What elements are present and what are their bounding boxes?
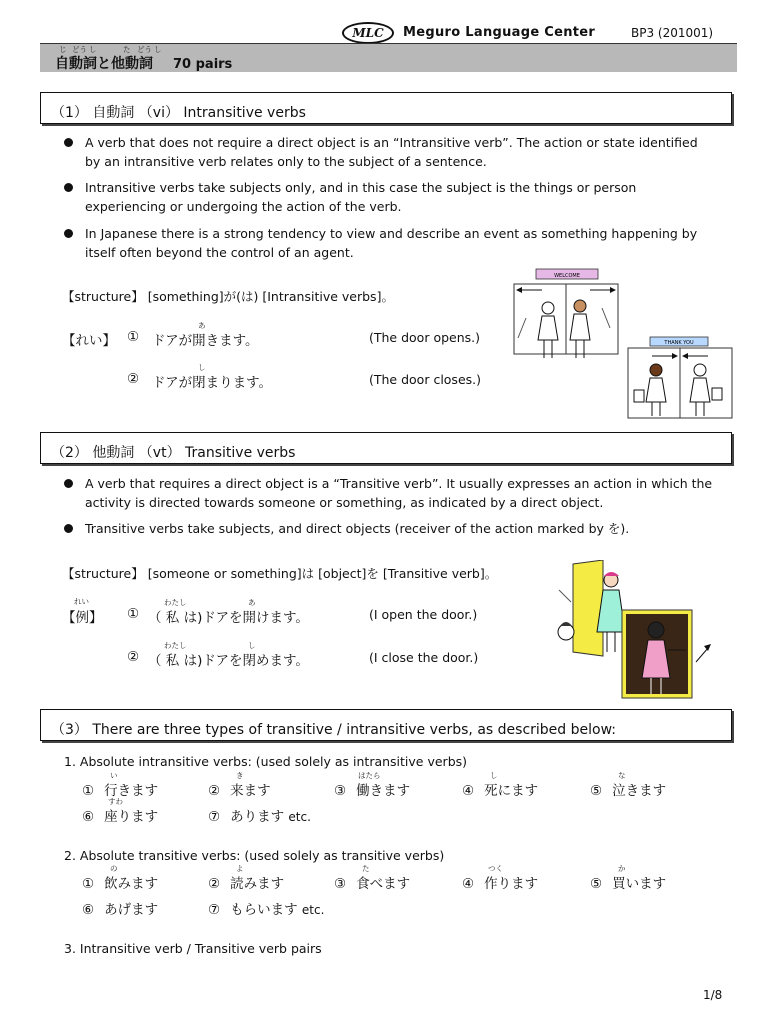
verb-item: ⑤ か 買います — [590, 864, 667, 892]
title-ruby: し — [89, 45, 97, 54]
verb-item: ⑤ な 泣きます — [590, 771, 667, 799]
structure-line: 【structure】 [someone or something]は [object]を [Transitive verb]。 — [62, 566, 498, 581]
example-ruby: わたし — [164, 641, 187, 650]
example-ruby: わたし — [164, 598, 187, 607]
group-title: 3. Intransitive verb / Transitive verb pairs — [64, 941, 322, 956]
page-title — [55, 53, 232, 73]
verb-item: ⑥ あげます — [82, 902, 159, 918]
example-label-ruby: れい — [74, 597, 89, 606]
door-closing-illustration — [626, 336, 734, 420]
bullet-item: A verb that does not require a direct object is an “Intransitive verb”. The action or state identified by an intransitive verb relates only to the subject of a sentence. — [64, 133, 714, 171]
title-ruby: た — [123, 45, 131, 54]
example-english: (The door closes.) — [369, 372, 481, 387]
example-english: (The door opens.) — [369, 330, 480, 345]
example-english: (I open the door.) — [369, 607, 478, 622]
example-japanese: ドアが開きます。 — [152, 333, 259, 349]
mlc-logo: MLC — [342, 22, 394, 44]
door-opening-illustration — [512, 268, 620, 364]
verb-item: ② き 来ます — [208, 771, 271, 799]
verb-item: ③ た 食べます — [334, 864, 411, 892]
section3-heading-box — [40, 709, 732, 741]
example-ruby: あ — [198, 321, 206, 330]
bullet-item: In Japanese there is a strong tendency to view and describe an event as something happening by itself often beyond the control of an agent. — [64, 224, 714, 262]
bullet-dot-icon — [64, 138, 73, 147]
structure-line: 【structure】 [something]が(は) [Intransitive verbs]。 — [62, 289, 394, 304]
example-label: 【例】 — [62, 610, 103, 626]
title-pairs: 70 pairs — [173, 57, 233, 72]
example-number: ② — [127, 649, 140, 665]
center-name: Meguro Language Center — [403, 25, 596, 40]
title-ruby: どう — [72, 45, 87, 54]
verb-item: ④ つく 作ります — [462, 864, 539, 892]
example-number: ② — [127, 371, 140, 387]
section2-heading-box — [40, 432, 732, 464]
person-closing-door-illustration — [620, 604, 714, 700]
verb-item: ② よ 読みます — [208, 864, 285, 892]
bullet-dot-icon — [64, 524, 73, 533]
section3-heading: （3） There are three types of transitive / intransitive verbs, as described below: — [51, 722, 616, 738]
verb-item: ⑦ あります etc. — [208, 809, 311, 825]
bullet-item: A verb that requires a direct object is a “Transitive verb”. It usually expresses an action in which the activity is directed towards someone or something, as indicated by a direct object. — [64, 474, 714, 512]
document-code: BP3 (201001) — [631, 26, 714, 40]
bullet-item: Intransitive verbs take subjects only, and in this case the subject is the things or person experiencing or undergoing the action of the verb. — [64, 178, 714, 216]
example-japanese: （ 私 は)ドアを閉めます。 — [148, 653, 309, 669]
example-number: ① — [127, 329, 140, 345]
example-ruby: し — [248, 641, 256, 650]
title-japanese: 自動詞と他動詞 — [55, 56, 153, 72]
verb-item: ③ はたら 働きます — [334, 771, 411, 799]
example-japanese: （ 私 は)ドアを開けます。 — [148, 610, 309, 626]
page-number: 1/8 — [703, 988, 723, 1002]
verb-item: ⑦ もらいます etc. — [208, 902, 325, 918]
group-title: 2. Absolute transitive verbs: (used solely as transitive verbs) — [64, 848, 445, 863]
verb-item: ⑥ すわ 座ります — [82, 797, 159, 825]
section1-heading-box — [40, 92, 732, 124]
thank-you-sign-text: THANK YOU — [664, 340, 694, 346]
section2-heading: （2） 他動詞 （vt） Transitive verbs — [51, 445, 296, 461]
verb-item: ① い 行きます — [82, 771, 159, 799]
bullet-dot-icon — [64, 183, 73, 192]
bullet-dot-icon — [64, 229, 73, 238]
bullet-dot-icon — [64, 479, 73, 488]
example-ruby: あ — [248, 598, 256, 607]
verb-item: ④ し 死にます — [462, 771, 539, 799]
example-label: 【れい】 — [62, 333, 116, 349]
example-ruby: し — [198, 363, 206, 372]
bullet-item: Transitive verbs take subjects, and direct objects (receiver of the action marked by を). — [64, 519, 714, 538]
title-ruby: どう — [137, 45, 152, 54]
example-english: (I close the door.) — [369, 650, 479, 665]
example-number: ① — [127, 606, 140, 622]
welcome-sign-text: WELCOME — [554, 273, 580, 279]
section1-heading: （1） 自動詞 （vi） Intransitive verbs — [51, 105, 306, 121]
title-ruby: し — [154, 45, 162, 54]
group-title: 1. Absolute intransitive verbs: (used solely as intransitive verbs) — [64, 754, 468, 769]
title-ruby: じ — [59, 45, 67, 54]
verb-item: ① の 飲みます — [82, 864, 159, 892]
example-japanese: ドアが閉まります。 — [152, 375, 273, 391]
